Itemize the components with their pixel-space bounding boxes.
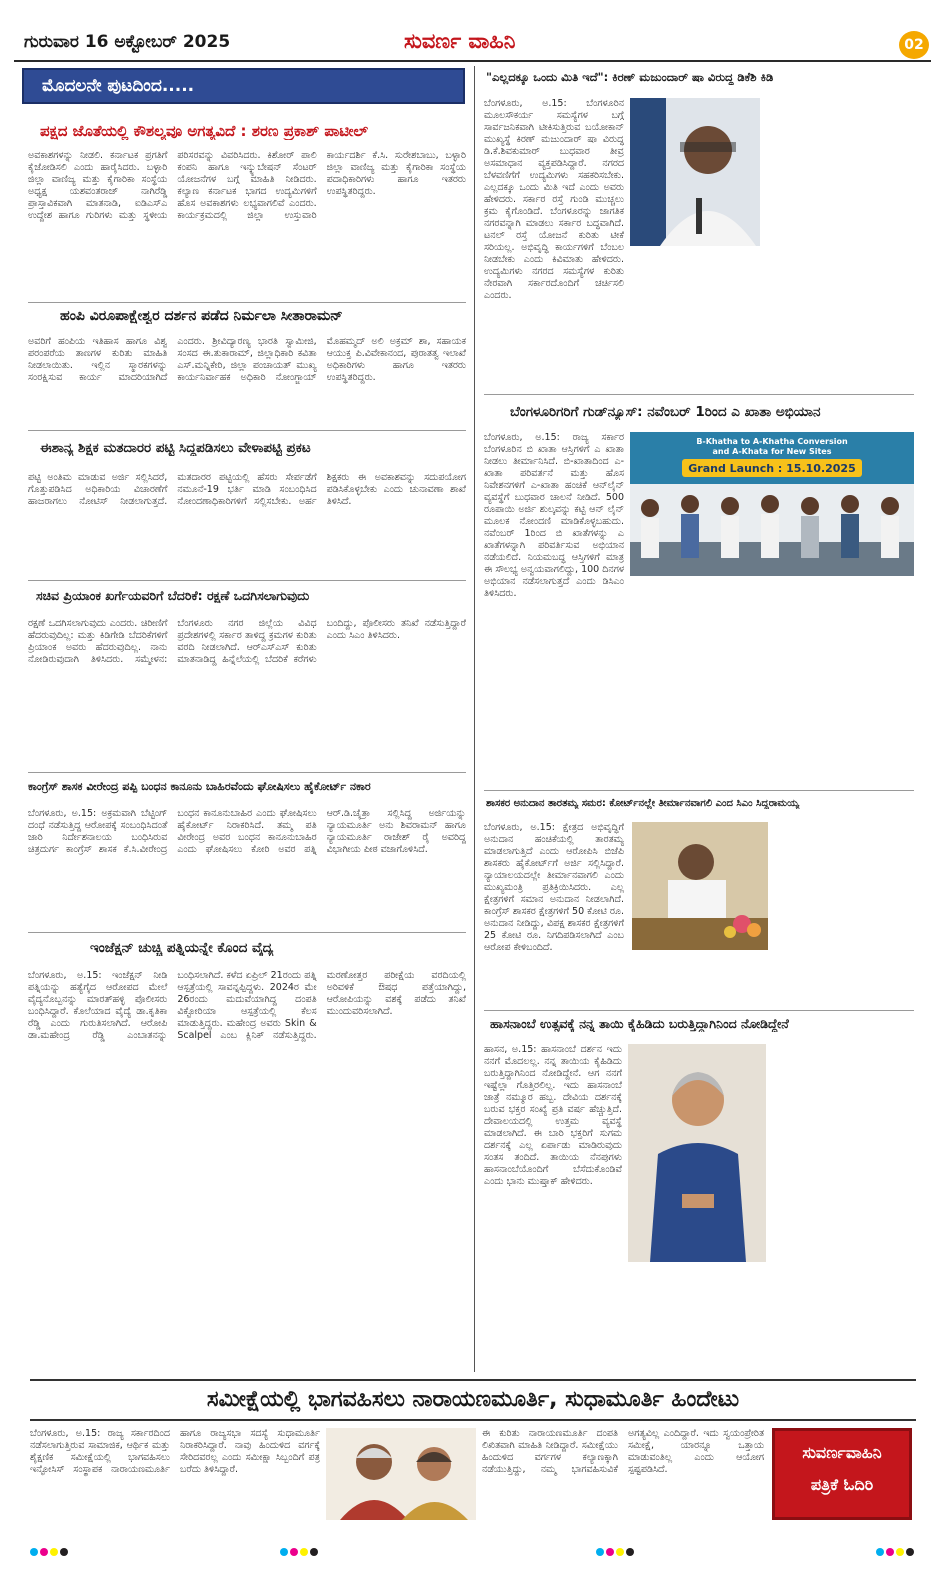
article-headline: ಬೆಂಗಳೂರಿಗರಿಗೆ ಗುಡ್‌ನ್ಯೂಸ್: ನವೆಂಬರ್ 1ರಿಂದ ಎ ಖಾತಾ ಅಭಿಯಾನ: [510, 404, 821, 420]
article-body-continued: [766, 98, 914, 390]
siddaramaiah-photo: [632, 822, 768, 950]
article-separator: [28, 932, 466, 933]
column-divider: [474, 66, 475, 1372]
ad-brand: ಸುವರ್ಣವಾಹಿನಿ: [802, 1443, 882, 1462]
grand-launch-label: Grand Launch : 15.10.2025: [688, 462, 856, 475]
article-body: ಅವರಿಗೆ ಹಂಪಿಯ ಇತಿಹಾಸ ಹಾಗೂ ವಿಶ್ವ ಪರಂಪರೆಯ ತಾಣಗಳ ಕುರಿತು ಮಾಹಿತಿ ನೀಡಲಾಯಿತು. ಇಲ್ಲಿನ ಸ್ಮಾರಕಗಳನ್ನು ಸಂರಕ್ಷಿಸುವ ಕಾರ್ಯ ಮಾದರಿಯಾಗಿದೆ ಎಂದರು. ಶ್ರೀವಿದ್ಯಾರಣ್ಯ ಭಾರತಿ ಸ್ವಾಮೀಜಿ, ಸಂಸದ ಈ.ತುಕಾರಾಮ್, ಜಿಲ್ಲಾಧಿಕಾರಿ ಕವಿತಾ ಎಸ್.ಮನ್ನಿಕೇರಿ, ಜಿಲ್ಲಾ ಪಂಚಾಯತ್ ಮುಖ್ಯ ಕಾರ್ಯನಿರ್ವಾಹಕ ಅಧಿಕಾರಿ ನೋಂಗ್ಜಾಯ್ ಮೊಹಮ್ಮದ್ ಅಲಿ ಅಕ್ರಮ್ ಶಾ, ಸಹಾಯಕ ಆಯುಕ್ತ ಪಿ.ವಿವೇಕಾನಂದ, ಪುರಾತತ್ವ ಇಲಾಖೆ ಅಧಿಕಾರಿಗಳು ಹಾಗೂ ಇತರರು ಉಪಸ್ಥಿತರಿದ್ದರು.: [28, 336, 466, 383]
photo-caption: [630, 250, 760, 390]
article-headline: ಹಂಪಿ ವಿರೂಪಾಕ್ಷೇಶ್ವರ ದರ್ಶನ ಪಡೆದ ನಿರ್ಮಲಾ ಸೀತಾರಾಮನ್: [60, 308, 343, 324]
article-separator: [28, 580, 466, 581]
article-headline: ಪಕ್ಷದ ಜೊತೆಯಲ್ಲಿ ಕೌಶಲ್ಯವೂ ಅಗತ್ಯವಿದೆ : ಶರಣ ಪ್ರಕಾಶ್ ಪಾಟೀಲ್: [40, 122, 369, 140]
article-headline: ಸಚಿವ ಪ್ರಿಯಾಂಕ ಖರ್ಗೆಯವರಿಗೆ ಬೆದರಿಕೆ: ರಕ್ಷಣೆ ಒದಗಿಸಲಾಗುವುದು: [36, 588, 310, 603]
article-body: ಬೆಂಗಳೂರು, ಅ.15: ರಾಜ್ಯ ಸರ್ಕಾರ ಬೆಂಗಳೂರಿನ ಬಿ ಖಾತಾ ಆಸ್ತಿಗಳಿಗೆ ಎ ಖಾತಾ ನೀಡಲು ತೀರ್ಮಾನಿಸಿದೆ. ಬಿ-ಖಾತಾದಿಂದ ಎ-ಖಾತಾ ಪರಿವರ್ತನೆ ಮತ್ತು ಹೊಸ ನಿವೇಶನಗಳಿಗೆ ಎ-ಖಾತಾ ಹಂಚಿಕೆ ಆನ್‌ಲೈನ್ ವ್ಯವಸ್ಥೆಗೆ ಬುಧವಾರ ಚಾಲನೆ ನೀಡಿದೆ. 500 ರೂಪಾಯಿ ಅರ್ಜಿ ಶುಲ್ಕವನ್ನು ಕಟ್ಟಿ ಆನ್ ಲೈನ್ ಮೂಲಕ ನೋಂದಣಿ ಮಾಡಿಕೊಳ್ಳಬಹುದು. ನವೆಂಬರ್ 1ರಿಂದ ಬಿ ಖಾತೆಗಳನ್ನು ಎ ಖಾತೆಗಳನ್ನಾಗಿ ಪರಿವರ್ತಿಸುವ ಅಭಿಯಾನ ನಡೆಯಲಿದೆ. ನಿಯಮಬದ್ಧ ಆಸ್ತಿಗಳಿಗೆ ಮಾತ್ರ ಈ ಸೌಲಭ್ಯ ಅನ್ವಯವಾಗಲಿದ್ದು, 100 ದಿನಗಳ ಅಭಿಯಾನ ನಡೆಸಲಾಗುತ್ತದೆ ಎಂದು ಡಿಸಿಎಂ ತಿಳಿಸಿದರು.: [484, 432, 624, 599]
article-body: ಬೆಂಗಳೂರು, ಅ.15: ಬೆಂಗಳೂರಿನ ಮೂಲಸೌಕರ್ಯ ಸಮಸ್ಯೆಗಳ ಬಗ್ಗೆ ಸಾರ್ವಜನಿಕವಾಗಿ ಟೀಕಿಸುತ್ತಿರುವ ಬಯೋಕಾನ್ ಮುಖ್ಯಸ್ಥೆ ಕಿರಣ್ ಮಜುಂದಾರ್ ಷಾ ವಿರುದ್ಧ ಡಿ.ಕೆ.ಶಿವಕುಮಾರ್ ಬುಧವಾರ ತೀವ್ರ ಅಸಮಾಧಾನ ವ್ಯಕ್ತಪಡಿಸಿದ್ದಾರೆ. ನಗರದ ಬೆಳವಣಿಗೆಗೆ ಉದ್ಯಮಿಗಳು ಸಹಕರಿಸಬೇಕು. ಎಲ್ಲದಕ್ಕೂ ಒಂದು ಮಿತಿ ಇದೆ ಎಂದು ಅವರು ಹೇಳಿದರು. ಸರ್ಕಾರ ರಸ್ತೆ ಗುಂಡಿ ಮುಚ್ಚಲು ಕ್ರಮ ಕೈಗೊಂಡಿದೆ. ಬೆಂಗಳೂರನ್ನು ಜಾಗತಿಕ ನಗರವನ್ನಾಗಿ ಮಾಡಲು ಸರ್ಕಾರ ಬದ್ಧವಾಗಿದೆ. ಟನಲ್ ರಸ್ತೆ ಯೋಜನೆ ಕುರಿತು ಟೀಕೆ ಸರಿಯಲ್ಲ. ಅಭಿವೃದ್ಧಿ ಕಾರ್ಯಗಳಿಗೆ ಬೆಂಬಲ ನೀಡಬೇಕು ಎಂದು ಕಿವಿಮಾತು ಹೇಳಿದರು. ಉದ್ಯಮಿಗಳು ನಗರದ ಸಮಸ್ಯೆಗಳ ಕುರಿತು ನೇರವಾಗಿ ಸರ್ಕಾರದೊಂದಿಗೆ ಚರ್ಚಿಸಲಿ ಎಂದರು.: [484, 98, 624, 301]
article-body-continued: [776, 580, 916, 780]
article-separator: [28, 302, 466, 303]
article-body-continued: [630, 580, 770, 780]
article-headline: ಶಾಸಕರ ಅನುದಾನ ತಾರತಮ್ಯ ಸಮರ: ಕೋರ್ಟ್‌ನಲ್ಲೇ ತೀರ್ಮಾನವಾಗಲಿ ಎಂದ ಸಿಎಂ ಸಿದ್ದರಾಮಯ್ಯ: [486, 798, 800, 809]
section-banner: [22, 68, 465, 104]
banner-line-1: B-Khatha to A-Khatha Conversion: [696, 437, 848, 446]
banner-line-2: and A-Khata for New Sites: [712, 447, 832, 456]
article-body: ಬೆಂಗಳೂರು, ಅ.15: ಕ್ಷೇತ್ರದ ಅಭಿವೃದ್ಧಿಗೆ ಅನುದಾನ ಹಂಚಿಕೆಯಲ್ಲಿ ತಾರತಮ್ಯ ಮಾಡಲಾಗುತ್ತಿದೆ ಎಂದು ಆರೋಪಿಸಿ ಬಿಜೆಪಿ ಶಾಸಕರು ಹೈಕೋರ್ಟ್‌ಗೆ ಅರ್ಜಿ ಸಲ್ಲಿಸಿದ್ದಾರೆ. ನ್ಯಾಯಾಲಯದಲ್ಲೇ ತೀರ್ಮಾನವಾಗಲಿ ಎಂದು ಮುಖ್ಯಮಂತ್ರಿ ಪ್ರತಿಕ್ರಿಯಿಸಿದರು. ಎಲ್ಲ ಕ್ಷೇತ್ರಗಳಿಗೆ ಸಮಾನ ಅನುದಾನ ನೀಡಲಾಗಿದೆ. ಕಾಂಗ್ರೆಸ್ ಶಾಸಕರ ಕ್ಷೇತ್ರಗಳಿಗೆ 50 ಕೋಟಿ ರೂ. ಅನುದಾನ ನೀಡಿದ್ದು, ವಿಪಕ್ಷ ಶಾಸಕರ ಕ್ಷೇತ್ರಗಳಿಗೆ 25 ಕೋಟಿ ರೂ. ನಿಗದಿಪಡಿಸಲಾಗಿದೆ ಎಂಬ ಆರೋಪ ಕೇಳಿಬಂದಿದೆ.: [484, 822, 624, 953]
article-separator: [484, 1010, 914, 1011]
bottom-headline-band: [30, 1379, 916, 1421]
a-khata-launch-photo: [630, 432, 914, 576]
article-headline: ಈಶಾನ್ಯ ಶಿಕ್ಷಕ ಮತದಾರರ ಪಟ್ಟಿ ಸಿದ್ದಪಡಿಸಲು ವೇಳಾಪಟ್ಟಿ ಪ್ರಕಟ: [40, 440, 311, 456]
masthead: [14, 28, 931, 62]
article-body: ಬೆಂಗಳೂರು, ಅ.15: ಅಕ್ರಮವಾಗಿ ಬೆಟ್ಟಿಂಗ್ ದಂಧೆ ನಡೆಸುತ್ತಿದ್ದ ಆರೋಪಕ್ಕೆ ಸಂಬಂಧಿಸಿದಂತೆ ಜಾರಿ ನಿರ್ದೇಶನಾಲಯ ಬಂಧಿಸಿರುವ ಚಿತ್ರದುರ್ಗ ಕಾಂಗ್ರೆಸ್ ಶಾಸಕ ಕೆ.ಸಿ.ವೀರೇಂದ್ರ ಬಂಧನ ಕಾನೂನುಬಾಹಿರ ಎಂದು ಘೋಷಿಸಲು ಹೈಕೋರ್ಟ್ ನಿರಾಕರಿಸಿದೆ. ತಮ್ಮ ಪತಿ ವೀರೇಂದ್ರ ಅವರ ಬಂಧನ ಕಾನೂನುಬಾಹಿರ ಎಂದು ಘೋಷಿಸಲು ಕೋರಿ ಅವರ ಪತ್ನಿ ಆರ್.ಡಿ.ಚೈತ್ರಾ ಸಲ್ಲಿಸಿದ್ದ ಅರ್ಜಿಯನ್ನು ನ್ಯಾಯಮೂರ್ತಿ ಅನು ಶಿವರಾಮನ್ ಹಾಗೂ ನ್ಯಾಯಮೂರ್ತಿ ರಾಜೇಶ್ ರೈ ಅವರಿದ್ದ ವಿಭಾಗೀಯ ಪೀಠ ವಜಾಗೊಳಿಸಿದೆ.: [28, 808, 466, 855]
article-headline: "ಎಲ್ಲದಕ್ಕೂ ಒಂದು ಮಿತಿ ಇದೆ": ಕಿರಣ್ ಮಜುಂದಾರ್ ಷಾ ವಿರುದ್ಧ ಡಿಕೆಶಿ ಕಿಡಿ: [486, 70, 774, 84]
newspaper-logo: ಸುವರ್ಣ ವಾಹಿನಿ: [404, 29, 516, 53]
dk-shivakumar-photo: [630, 98, 760, 246]
article-separator: [484, 790, 914, 791]
ad-tagline: ಪತ್ರಿಕೆ ಓದಿರಿ: [810, 1475, 874, 1494]
article-headline: ಹಾಸನಾಂಬೆ ಉತ್ಸವಕ್ಕೆ ನನ್ನ ತಾಯಿ ಕೈಹಿಡಿದು ಬರುತ್ತಿದ್ದಾಗಿನಿಂದ ನೋಡಿದ್ದೇನೆ: [490, 1016, 789, 1031]
narayana-murthy-sudha-murthy-photo: [326, 1428, 476, 1520]
banu-mushtaq-photo: [628, 1044, 766, 1262]
article-separator: [28, 430, 466, 431]
article-headline: ಕಾಂಗ್ರೆಸ್ ಶಾಸಕ ವೀರೇಂದ್ರ ಪಪ್ಪಿ ಬಂಧನ ಕಾನೂನು ಬಾಹಿರವೆಂದು ಘೋಷಿಸಲು ಹೈಕೋರ್ಟ್ ನಕಾರ: [28, 780, 371, 793]
article-body-continued: [774, 822, 914, 1006]
article-body: ಈ ಕುರಿತು ನಾರಾಯಣಮೂರ್ತಿ ದಂಪತಿ ಲಿಖಿತವಾಗಿ ಮಾಹಿತಿ ನೀಡಿದ್ದಾರೆ. ಸಮೀಕ್ಷೆಯು ಹಿಂದುಳಿದ ವರ್ಗಗಳ ಕಲ್ಯಾಣಕ್ಕಾಗಿ ನಡೆಯುತ್ತಿದ್ದು, ನಮ್ಮ ಭಾಗವಹಿಸುವಿಕೆ ಅಗತ್ಯವಿಲ್ಲ ಎಂದಿದ್ದಾರೆ. ಇದು ಸ್ವಯಂಪ್ರೇರಿತ ಸಮೀಕ್ಷೆ, ಯಾರನ್ನೂ ಒತ್ತಾಯ ಮಾಡುವಂತಿಲ್ಲ ಎಂದು ಆಯೋಗ ಸ್ಪಷ್ಟಪಡಿಸಿದೆ.: [482, 1428, 764, 1475]
article-body: ಪಟ್ಟಿ ಅಂತಿಮ ಮಾಡುವ ಅರ್ಜಿ ಸಲ್ಲಿಸಿದರೆ, ಗೊತ್ತುಪಡಿಸಿದ ಅಧಿಕಾರಿಯ ವಿಚಾರಣೆಗೆ ಹಾಜರಾಗಲು ನೋಟಿಸ್ ನೀಡಲಾಗುತ್ತದೆ. ಮತದಾರರ ಪಟ್ಟಿಯಲ್ಲಿ ಹೆಸರು ಸೇರ್ಪಡೆಗೆ ನಮೂನೆ-19 ಭರ್ತಿ ಮಾಡಿ ಸಂಬಂಧಿಸಿದ ನೋಂದಣಾಧಿಕಾರಿಗಳಿಗೆ ಸಲ್ಲಿಸಬೇಕು. ಅರ್ಹ ಶಿಕ್ಷಕರು ಈ ಅವಕಾಶವನ್ನು ಸದುಪಯೋಗ ಪಡಿಸಿಕೊಳ್ಳಬೇಕು ಎಂದು ಚುನಾವಣಾ ಶಾಖೆ ತಿಳಿಸಿದೆ.: [28, 472, 466, 507]
article-body: ಬೆಂಗಳೂರು, ಅ.15: ರಾಜ್ಯ ಸರ್ಕಾರದಿಂದ ನಡೆಸಲಾಗುತ್ತಿರುವ ಸಾಮಾಜಿಕ, ಆರ್ಥಿಕ ಮತ್ತು ಶೈಕ್ಷಣಿಕ ಸಮೀಕ್ಷೆಯಲ್ಲಿ ಭಾಗವಹಿಸಲು ಇನ್ಫೋಸಿಸ್ ಸಂಸ್ಥಾಪಕ ನಾರಾಯಣಮೂರ್ತಿ ಹಾಗೂ ರಾಜ್ಯಸಭಾ ಸದಸ್ಯೆ ಸುಧಾಮೂರ್ತಿ ನಿರಾಕರಿಸಿದ್ದಾರೆ. ನಾವು ಹಿಂದುಳಿದ ವರ್ಗಕ್ಕೆ ಸೇರಿದವರಲ್ಲ ಎಂದು ಸಮೀಕ್ಷಾ ಸಿಬ್ಬಂದಿಗೆ ಪತ್ರ ಬರೆದು ತಿಳಿಸಿದ್ದಾರೆ.: [30, 1428, 320, 1475]
article-separator: [28, 772, 466, 773]
article-body: ರಕ್ಷಣೆ ಒದಗಿಸಲಾಗುವುದು ಎಂದರು. ಚಿರೀಣಿಗೆ ಹೆದರುವುದಿಲ್ಲ: ಮತ್ತು ಕಿಡಿಗೇಡಿ ಬೆದರಿಕೆಗಳಿಗೆ ಪ್ರಿಯಾಂಕ ಅವರು ಹೆದರುವುದಿಲ್ಲ. ನಾನು ನೋಡಿರುವುದಾಗಿ ತಿಳಿಸಿದರು. ಸಮ್ಮೇಳನ: ಬೆಂಗಳೂರು ನಗರ ಜಿಲ್ಲೆಯ ವಿವಿಧ ಪ್ರದೇಶಗಳಲ್ಲಿ ಸರ್ಕಾರ ತಾಳಿದ್ದ ಕ್ರಮಗಳ ಕುರಿತು ವರದಿ ನೀಡಲಾಗಿದೆ. ಆರ್‌ಎಸ್‌ಎಸ್ ಕುರಿತು ಮಾತನಾಡಿದ್ದ ಹಿನ್ನೆಲೆಯಲ್ಲಿ ಬೆದರಿಕೆ ಕರೆಗಳು ಬಂದಿದ್ದು, ಪೊಲೀಸರು ತನಿಖೆ ನಡೆಸುತ್ತಿದ್ದಾರೆ ಎಂದು ಸಿಎಂ ತಿಳಿಸಿದರು.: [28, 618, 466, 665]
section-banner-label: ಮೊದಲನೇ ಪುಟದಿಂದ.....: [42, 76, 195, 96]
issue-date: ಗುರುವಾರ 16 ಅಕ್ಟೋಬರ್ 2025: [24, 32, 231, 52]
article-body: ಬೆಂಗಳೂರು, ಅ.15: ಇಂಜೆಕ್ಷನ್ ನೀಡಿ ಪತ್ನಿಯನ್ನು ಹತ್ಯೆಗೈದ ಆರೋಪದ ಮೇಲೆ ವೈದ್ಯನೊಬ್ಬನನ್ನು ಮಾರತ್‌ಹಳ್ಳಿ ಪೊಲೀಸರು ಬಂಧಿಸಿದ್ದಾರೆ. ಕೊಲೆಯಾದ ವೈದ್ಯೆ ಡಾ.ಕೃತಿಕಾ ರೆಡ್ಡಿ ಎಂದು ಗುರುತಿಸಲಾಗಿದೆ. ಆರೋಪಿ ಡಾ.ಮಹೇಂದ್ರ ರೆಡ್ಡಿ ಎಂಬಾತನನ್ನು ಬಂಧಿಸಲಾಗಿದೆ. ಕಳೆದ ಏಪ್ರಿಲ್ 21ರಂದು ಪತ್ನಿ ಆಸ್ಪತ್ರೆಯಲ್ಲಿ ಸಾವನ್ನಪ್ಪಿದ್ದಳು. 2024ರ ಮೇ 26ರಂದು ಮದುವೆಯಾಗಿದ್ದ ದಂಪತಿ ವಿಕ್ಟೋರಿಯಾ ಆಸ್ಪತ್ರೆಯಲ್ಲಿ ಕೆಲಸ ಮಾಡುತ್ತಿದ್ದರು. ಮಹೇಂದ್ರ ಅವರು Skin & Scalpel ಎಂಬ ಕ್ಲಿನಿಕ್ ನಡೆಸುತ್ತಿದ್ದರು. ಮರಣೋತ್ತರ ಪರೀಕ್ಷೆಯ ವರದಿಯಲ್ಲಿ ಅರಿವಳಿಕೆ ಔಷಧ ಪತ್ತೆಯಾಗಿದ್ದು, ಆರೋಪಿಯನ್ನು ವಶಕ್ಕೆ ಪಡೆದು ತನಿಖೆ ಮುಂದುವರಿಸಲಾಗಿದೆ.: [28, 970, 466, 1041]
article-body-continued: [772, 1044, 914, 1370]
article-body: ಹಾಸನ, ಅ.15: ಹಾಸನಾಂಬೆ ದರ್ಶನ ಇದು ನನಗೆ ಮೊದಲಲ್ಲ. ನನ್ನ ತಾಯಿಯ ಕೈಹಿಡಿದು ಬರುತ್ತಿದ್ದಾಗಿನಿಂದ ನೋಡಿದ್ದೇನೆ. ಆಗ ನನಗೆ ಇಷ್ಟೆಲ್ಲಾ ಗೊತ್ತಿರಲಿಲ್ಲ. ಇದು ಹಾಸನಾಂಬೆ ಜಾತ್ರೆ ನಮ್ಮೂರ ಹಬ್ಬ. ದೇವಿಯ ದರ್ಶನಕ್ಕೆ ಬರುವ ಭಕ್ತರ ಸಂಖ್ಯೆ ಪ್ರತಿ ವರ್ಷ ಹೆಚ್ಚುತ್ತಿದೆ. ದೇವಾಲಯದಲ್ಲಿ ಉತ್ತಮ ವ್ಯವಸ್ಥೆ ಮಾಡಲಾಗಿದೆ. ಈ ಬಾರಿ ಭಕ್ತರಿಗೆ ಸುಗಮ ದರ್ಶನಕ್ಕೆ ಎಲ್ಲ ಏರ್ಪಾಡು ಮಾಡಿರುವುದು ಸಂತಸ ತಂದಿದೆ. ತಾಯಿಯ ನೆನಪುಗಳು ಹಾಸನಾಂಬೆಯೊಂದಿಗೆ ಬೆಸೆದುಕೊಂಡಿವೆ ಎಂದು ಭಾನು ಮುಷ್ತಾಕ್ ಹೇಳಿದರು.: [484, 1044, 622, 1187]
page-number-badge: 02: [899, 31, 929, 59]
article-separator: [484, 394, 914, 395]
subscribe-ad: [772, 1428, 912, 1520]
article-headline: ಸಮೀಕ್ಷೆಯಲ್ಲಿ ಭಾಗವಹಿಸಲು ನಾರಾಯಣಮೂರ್ತಿ, ಸುಧಾಮೂರ್ತಿ ಹಿಂದೇಟು: [206, 1387, 740, 1412]
print-registration-marks: [0, 1548, 945, 1568]
article-headline: ಇಂಜೆಕ್ಷನ್ ಚುಚ್ಚಿ ಪತ್ನಿಯನ್ನೇ ಕೊಂದ ವೈದ್ಯ: [90, 940, 274, 956]
article-body: ಅವಕಾಶಗಳನ್ನು ನೀಡಲಿ. ಕರ್ನಾಟಕ ಪ್ರಗತಿಗೆ ಕೈಜೋಡಿಸಲಿ ಎಂದು ಹಾರೈಸಿದರು. ಬಳ್ಳಾರಿ ಜಿಲ್ಲಾ ವಾಣಿಜ್ಯ ಮತ್ತು ಕೈಗಾರಿಕಾ ಸಂಸ್ಥೆಯ ಅಧ್ಯಕ್ಷ ಯಶವಂತರಾಜ್ ನಾಗಿರೆಡ್ಡಿ ಪ್ರಾಸ್ತಾವಿಕವಾಗಿ ಮಾತನಾಡಿ, ಐಡಿಎಸ್‌ಎ ಉದ್ದೇಶ ಹಾಗೂ ಗುರಿಗಳು ಮತ್ತು ಸ್ಥಳೀಯ ಪರಿಸರವನ್ನು ವಿವರಿಸಿದರು. ಕಿಶೋರ್ ಪಾಲಿ ಕಂಪನಿ ಹಾಗೂ ಇನ್ಕ್ಯುಬೇಷನ್ ಸೆಂಟರ್ ಯೋಜನೆಗಳ ಬಗ್ಗೆ ಮಾಹಿತಿ ನೀಡಿದರು. ಕಲ್ಯಾಣ ಕರ್ನಾಟಕ ಭಾಗದ ಉದ್ಯಮಿಗಳಿಗೆ ಹೊಸ ಅವಕಾಶಗಳು ಲಭ್ಯವಾಗಲಿವೆ ಎಂದರು. ಕಾರ್ಯಕ್ರಮದಲ್ಲಿ ಜಿಲ್ಲಾ ಉಸ್ತುವಾರಿ ಕಾರ್ಯದರ್ಶಿ ಕೆ.ಸಿ. ಸುರೇಶಬಾಬು, ಬಳ್ಳಾರಿ ಜಿಲ್ಲಾ ವಾಣಿಜ್ಯ ಮತ್ತು ಕೈಗಾರಿಕಾ ಸಂಸ್ಥೆಯ ಪದಾಧಿಕಾರಿಗಳು ಹಾಗೂ ಇತರರು ಉಪಸ್ಥಿತರಿದ್ದರು.: [28, 150, 466, 221]
